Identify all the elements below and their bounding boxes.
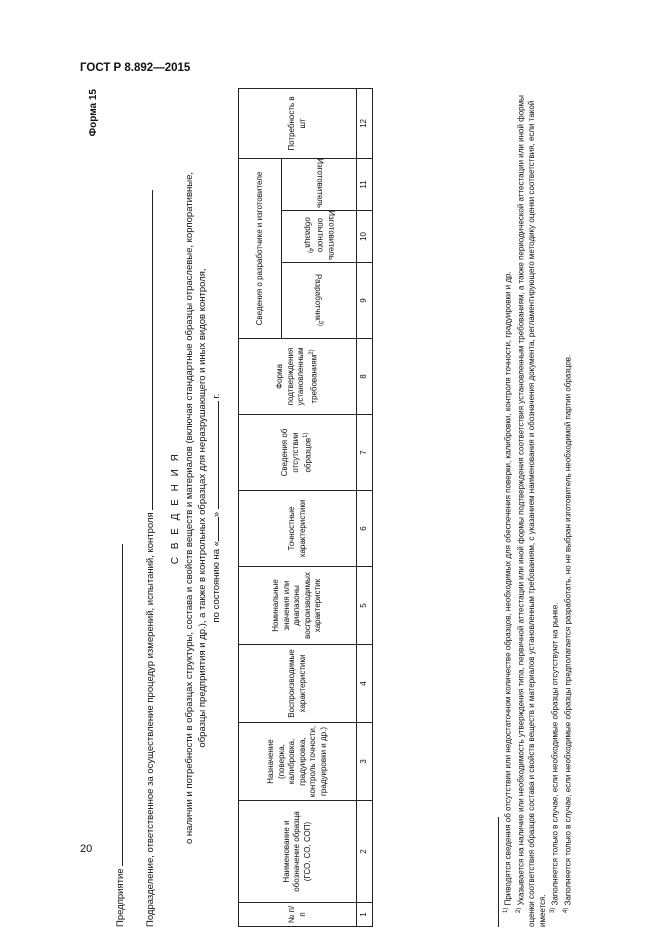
form-title: С В Е Д Е Н И Я <box>170 451 181 565</box>
division-blank <box>143 190 153 510</box>
division-line <box>143 190 156 927</box>
header-cell-developer <box>282 263 357 339</box>
samples-table <box>238 88 373 927</box>
footnotes <box>498 89 574 927</box>
footnote-text: Приводятся сведения об отсутствии или недостаточном количестве образцов, необходимых для обеспечения поверки, калибровки, контроля точности, градуировки и др. <box>503 271 513 906</box>
header-cell-manufacturer <box>282 158 357 210</box>
form-label: Форма 15 <box>88 89 99 137</box>
date-prefix: по состоянию на « <box>211 541 222 623</box>
column-number: 9 <box>357 263 373 339</box>
developer-text: Разработчик <box>313 274 323 322</box>
footnote-ref-2: 2) <box>308 349 315 355</box>
table-number-row <box>357 88 373 926</box>
header-cell-nominal-values: Номинальные значения или диапазоны воспроизводимых характеристик <box>239 567 357 645</box>
prototype-maker-text-rotated <box>302 210 336 260</box>
column-number: 5 <box>357 567 373 645</box>
column-number: 8 <box>357 339 373 415</box>
table-header-row <box>239 88 282 926</box>
footnote-divider <box>498 817 499 927</box>
column-number: 10 <box>357 211 373 263</box>
footnote-text: Указывается на наличие или необходимость утверждения типа, первичной аттестации или иной формы подтверждения соответствия установленным требованиям, а также периодической аттестации или иной формы оценки соответствия образцов состава и свойств веществ и материалов установленным требованиям, с указанием наименования и обозначения документа, регламентирующего методику оценки соответствия, если такой имеется. <box>516 95 548 927</box>
column-number: 7 <box>357 415 373 491</box>
column-number: 3 <box>357 723 373 801</box>
footnote-1 <box>501 89 514 927</box>
footnote-text: Заполняется только в случае, если необходимые образцы предполагается разработать, но не выбран изготовитель необходимой партии образцов. <box>563 354 573 906</box>
date-quote-close: » <box>211 511 222 518</box>
footnote-mark: 2) <box>515 907 522 913</box>
enterprise-line <box>113 544 126 927</box>
subtitle-line-3 <box>209 89 224 927</box>
header-cell-characteristics: Воспроизводимые характеристики <box>239 645 357 723</box>
developer-text-rotated <box>312 275 325 327</box>
header-cell-developer-group: Сведения о разработчике и изготовителе <box>239 158 282 338</box>
footnote-mark: 4) <box>562 907 569 913</box>
column-number: 2 <box>357 801 373 903</box>
column-number: 12 <box>357 88 373 158</box>
prototype-maker-text: Изготовитель опытного образца <box>303 210 337 260</box>
date-suffix: г. <box>211 393 222 399</box>
footnote-2 <box>514 89 549 927</box>
confirmation-text: Форма подтверждения установленным требованиям <box>275 347 319 406</box>
division-label: Подразделение, ответственное за осуществление процедур измерений, испытаний, контроля <box>145 512 156 927</box>
header-cell-purpose: Назначение (поверка, калибровка, градуировка, контроль точности, градуировки и др.) <box>239 723 357 801</box>
subtitle-line-2: образцы предприятия и др.), а также в контрольных образцах для неразрушающего и иных видов контроля, <box>196 268 208 748</box>
footnote-ref-3: 3) <box>317 321 324 327</box>
footnote-text: Заполняется только в случае, если необходимые образцы отсутствуют на рынке. <box>550 602 560 906</box>
header-cell-need: Потребность в шт <box>239 88 357 158</box>
page-number: 20 <box>80 843 93 855</box>
column-number: 11 <box>357 158 373 210</box>
footnote-3 <box>548 89 561 927</box>
footnote-ref-4: 4) <box>307 247 314 254</box>
footnote-ref-1: 1) <box>303 432 310 438</box>
column-number: 1 <box>357 903 373 927</box>
header-cell-prototype-maker <box>282 211 357 263</box>
rotated-form-content <box>80 89 600 927</box>
manufacturer-text: Изготовитель <box>315 158 325 208</box>
footnote-4 <box>561 89 574 927</box>
absence-text: Сведения об отсутствии образцов <box>280 428 314 477</box>
footnote-mark: 1) <box>503 907 509 913</box>
column-number: 4 <box>357 645 373 723</box>
column-number: 6 <box>357 491 373 567</box>
subtitle-line-1: о наличии и потребности в образцах структуры, состава и свойств веществ и материалов (включая стандартные образцы отраслевые, корпоративные, <box>184 172 195 844</box>
document-header: ГОСТ Р 8.892—2015 <box>80 62 191 74</box>
date-day-blank <box>209 517 219 541</box>
header-cell-num: № п/п <box>239 903 357 927</box>
date-blank <box>209 401 219 509</box>
header-cell-confirmation <box>239 339 357 415</box>
footnote-mark: 3) <box>550 907 557 913</box>
enterprise-blank <box>113 544 123 866</box>
header-cell-accuracy: Точностные характеристики <box>239 491 357 567</box>
form-subtitle <box>184 89 224 927</box>
enterprise-label: Предприятие <box>115 868 126 927</box>
header-cell-name: Наименование и обозначение образца (ГСО, СО, СОП) <box>239 801 357 903</box>
header-cell-absence <box>239 415 357 491</box>
